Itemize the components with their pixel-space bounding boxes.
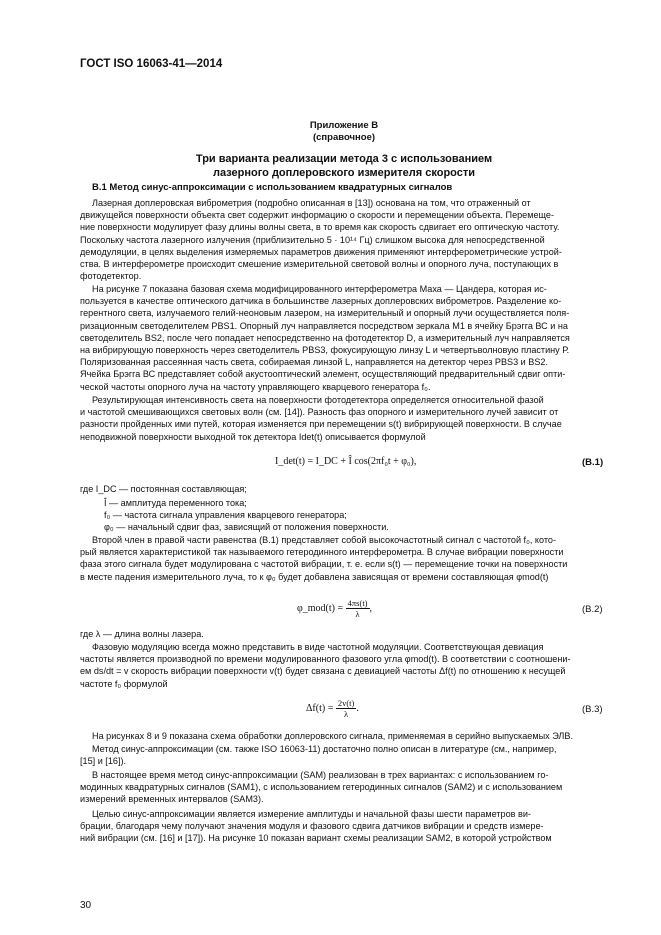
text-line: светоделитель BS2, после чего попадает непосредственно на фотодетектор D, а измерительный луч направляется <box>80 332 570 343</box>
equation-b2-number: (B.2) <box>582 604 603 615</box>
text-line: Второй член в правой части равенства (В.1) представляет собой высокочастотный сигнал с частотой f₀, кото- <box>92 535 556 545</box>
standard-header: ГОСТ ISO 16063-41—2014 <box>80 58 223 70</box>
appendix-type: (справочное) <box>312 132 376 143</box>
page-number: 30 <box>80 900 92 911</box>
text-line: герентного света, излучаемого гелий-неоновым лазером, на измерительный и опорный лучи осуществляется поля- <box>80 308 570 319</box>
text-line: на вибрирующую поверхность через светоделитель PBS3, фокусирующую линзу L и четвертьволновую пластину Р. <box>80 345 570 356</box>
text-line: Поляризованная рассеянная часть света, собираемая линзой L, направляется на детектор через PBS3 и BS2. <box>80 357 548 368</box>
where-line: f₀ — частота сигнала управления кварцевого генератора; <box>104 510 347 520</box>
fraction-denominator: λ <box>355 609 360 619</box>
text-line: В настоящее время метод синус-аппроксимации (SAM) реализован в трех вариантах: с использованием го- <box>92 770 549 780</box>
equation-b1: I_det(t) = I_DC + Î cos(2πf₀t + φ₀), <box>275 456 417 467</box>
text-line: пользуется в качестве оптического датчика в большинстве лазерных доплеровских виброметров. Разделение ко- <box>80 296 562 307</box>
text-line: На рисунке 7 показана базовая схема модифицированного интерферометра Маха — Цандера, которая ис- <box>92 284 547 294</box>
text-line: ризационным светоделителем PBS1. Опорный луч направляется посредством зеркала М1 в ячейку Брэгга ВС и на <box>80 320 568 331</box>
title-line-1: Три варианта реализации метода 3 с использованием <box>195 153 493 165</box>
text-line: Лазерная доплеровская виброметрия (подробно описанная в [13]) основана на том, что отраженный от <box>92 198 531 208</box>
text-line: разности пройденных ими путей, которая изменяется при перемещении s(t) вибрирующей поверхности. В случае <box>80 419 562 430</box>
text-line: ем ds/dt = v скорость вибрации поверхности v(t) будет связана с девиацией частоты Δf(t) по отношению к несущей <box>80 666 566 677</box>
text-line: Метод синус-аппроксимации (см. также ISO 16063-11) достаточно полно описан в литературе (см., например, <box>92 744 557 754</box>
equation-tail: , <box>369 602 373 614</box>
equation-lhs: Δf(t) = <box>306 702 334 714</box>
fraction-numerator: 2v(t) <box>337 698 355 708</box>
text-line: фотодетектор. <box>80 271 142 282</box>
text-line: брации, благодаря чему получают значения модуля и фазового сдвига датчиков вибрации и средств измере- <box>80 821 544 832</box>
text-line: ние поверхности модулирует фазу длины волны света, в то время как скорость сдвигает его оптическую частоту. <box>80 222 560 233</box>
paragraph-7 <box>80 743 612 767</box>
text-line: частоты является производной по времени модулированного фазового угла φmod(t). В соответствии с соотношени- <box>80 654 571 665</box>
fraction-denominator: λ <box>344 709 349 719</box>
text-line: в месте падения измерительного луча, то к φ₀ будет добавлена зависящая от времени составляющая φmod(t) <box>80 571 549 582</box>
text-line: неподвижной поверхности выходной ток детектора Idet(t) описывается формулой <box>80 431 426 442</box>
equation-b1-number: (B.1) <box>582 457 604 468</box>
equation-lhs: φ_mod(t) = <box>297 602 344 614</box>
equation-b3 <box>306 698 359 719</box>
paragraph-9 <box>80 808 612 845</box>
text-line: ний вибрации (см. [16] и [17]). На рисунке 10 показан вариант схемы реализации SAM2, в которой устройством <box>80 833 552 844</box>
text-line: измерений временных интервалов (SAM3). <box>80 794 264 805</box>
section-heading: В.1 Метод синус-аппроксимации с использованием квадратурных сигналов <box>92 182 453 193</box>
text-line: движущейся поверхности объекта свет содержит информацию о скорости и перемещении объекта. Перемеще- <box>80 210 555 221</box>
text-line: Результирующая интенсивность света на поверхности фотодетектора определяется относительной фазой <box>92 395 544 405</box>
equation-b2 <box>297 598 372 619</box>
text-line: [15] и [16]). <box>80 756 127 767</box>
text-line: Целью синус-аппроксимации является измерение амплитуды и начальной фазы шести параметров ви- <box>92 809 531 819</box>
text-line: частоте f₀ формулой <box>80 678 168 689</box>
text-line: ства. В интерферометре происходит смешение измерительной световой волны и опорного луча, поступающих в <box>80 259 559 270</box>
where-line: φ₀ — начальный сдвиг фаз, зависящий от положения поверхности. <box>104 522 389 532</box>
where-line: Î — амплитуда переменного тока; <box>104 498 247 508</box>
text-line: рый является характеристикой так называемого гетеродинного интерферометра. В случае вибрации поверхности <box>80 547 564 558</box>
where-line: где λ — длина волны лазера. <box>80 629 204 639</box>
text-line: На рисунках 8 и 9 показана схема обработки доплеровского сигнала, применяемая в серийно выпускаемых ЭЛВ. <box>92 731 573 741</box>
where-line: где I_DC — постоянная составляющая; <box>80 484 247 494</box>
paragraph-5 <box>80 641 612 690</box>
text-line: фаза этого сигнала будет модулирована с частотой вибрации, т. е. если s(t) — перемещение точки на поверхности <box>80 559 568 570</box>
text-line: Ячейка Брэгга ВС представляет собой акустооптический элемент, осуществляющий предварительный сдвиг опти- <box>80 369 566 380</box>
appendix-label: Приложение В <box>309 120 379 131</box>
text-line: демодуляции, в целях выделения измеряемых параметров движения применяют интерферометрические устрой- <box>80 246 562 257</box>
text-line: Поскольку частота лазерного излучения (приблизительно 5 · 10¹⁴ Гц) слишком высока для непосредственной <box>80 234 545 245</box>
equation-tail: . <box>356 702 359 714</box>
paragraph-2 <box>80 283 612 393</box>
fraction <box>346 598 370 619</box>
fraction <box>336 698 357 719</box>
text-line: и частотой смешивающихся световых волн (см. [14]). Разность фаз опорного и измерительного лучей зависит от <box>80 407 559 418</box>
paragraph-4 <box>80 534 612 583</box>
equation-b3-number: (B.3) <box>582 704 603 715</box>
fraction-numerator: 4πs(t) <box>347 598 368 608</box>
title-line-2: лазерного доплеровского измерителя скорости <box>212 167 476 179</box>
text-line: ческой частоты опорного луча на частоту управляющего кварцевого генератора f₀. <box>80 381 431 392</box>
paragraph-3 <box>80 394 612 443</box>
paragraph-6 <box>80 730 612 742</box>
paragraph-1 <box>80 197 612 282</box>
text-line: Фазовую модуляцию всегда можно представить в виде частотной модуляции. Соответствующая девиация <box>92 642 544 652</box>
paragraph-8 <box>80 769 612 806</box>
text-line: модинных квадратурных сигналов (SAM1), с использованием гетеродинных сигналов (SAM2) и с использованием <box>80 782 563 793</box>
